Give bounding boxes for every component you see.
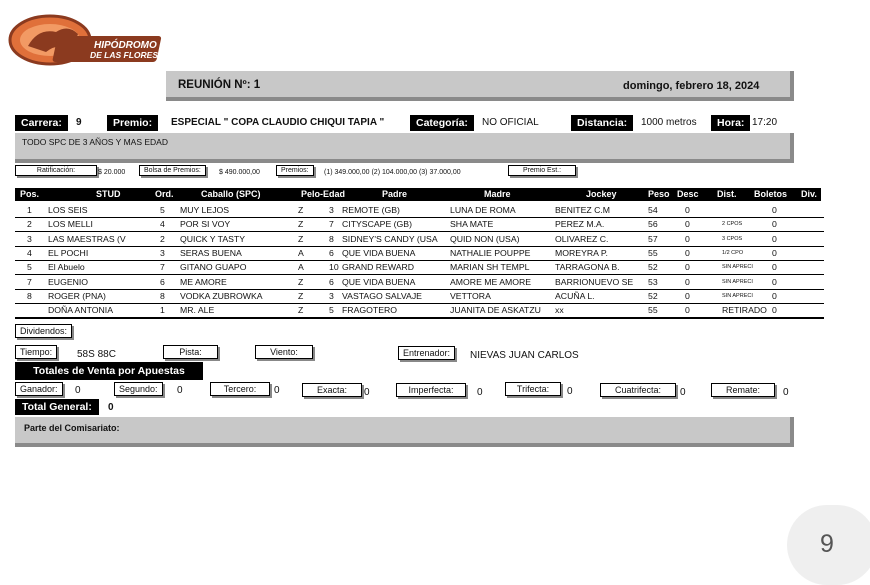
ganador-label: Ganador: <box>15 382 63 396</box>
row-stud: LOS MELLI <box>48 219 93 230</box>
segundo-label: Segundo: <box>114 382 163 396</box>
row-ord: 3 <box>160 247 165 258</box>
results-table-header <box>15 188 821 201</box>
row-madre: JUANITA DE ASKATZU <box>450 305 541 316</box>
categoria-value: NO OFICIAL <box>482 117 539 128</box>
categoria-label: Categoría: <box>410 115 474 131</box>
reunion-label: REUNIÓN Nº: 1 <box>178 79 261 91</box>
row-ord: 1 <box>160 305 165 316</box>
logo-text-line1: HIPÓDROMO <box>94 40 157 51</box>
row-pos: 2 <box>27 219 32 230</box>
viento-label: Viento: <box>255 345 313 359</box>
row-padre: REMOTE (GB) <box>342 205 400 215</box>
row-boletos: 0 <box>772 290 777 301</box>
entrenador-value: NIEVAS JUAN CARLOS <box>470 350 579 361</box>
row-divider <box>15 289 824 290</box>
row-caballo: SERAS BUENA <box>180 247 242 258</box>
row-stud: ROGER (PNA) <box>48 290 106 301</box>
row-ord: 7 <box>160 262 165 273</box>
tiempo-label: Tiempo: <box>15 345 57 359</box>
row-jockey: xx <box>555 305 564 316</box>
row-dist: RETIRADO <box>722 305 767 316</box>
row-boletos: 0 <box>772 247 777 258</box>
row-pelo: Z <box>298 290 304 301</box>
row-madre: QUID NON (USA) <box>450 233 520 244</box>
row-pelo: Z <box>298 219 304 230</box>
exacta-label: Exacta: <box>302 383 362 397</box>
premio-value: ESPECIAL " COPA CLAUDIO CHIQUI TAPIA " <box>171 117 385 128</box>
col-boletos: Boletos <box>754 189 788 199</box>
row-jockey: BARRIONUEVO SE <box>555 276 634 287</box>
hipodromo-logo <box>8 6 173 68</box>
row-desc: 0 <box>685 219 690 230</box>
row-peso: 57 <box>648 233 658 244</box>
row-edad: 3 <box>329 205 334 215</box>
col-desc: Desc <box>677 189 699 199</box>
totales-label: Totales de Venta por Apuestas <box>15 362 203 380</box>
row-stud: EUGENIO <box>48 276 89 287</box>
row-padre: GRAND REWARD <box>342 262 415 273</box>
row-desc: 0 <box>685 205 690 215</box>
col-div: Div. <box>801 189 817 199</box>
row-peso: 55 <box>648 305 658 316</box>
conditions-text: TODO SPC DE 3 AÑOS Y MAS EDAD <box>22 137 168 147</box>
row-dist: SIN APRECI <box>722 264 753 271</box>
entrenador-label: Entrenador: <box>398 346 455 360</box>
col-caballo: Caballo (SPC) <box>201 189 261 199</box>
row-padre: FRAGOTERO <box>342 305 398 316</box>
row-jockey: BENITEZ C.M <box>555 205 611 215</box>
row-stud: EL POCHI <box>48 247 89 258</box>
row-caballo: QUICK Y TASTY <box>180 233 246 244</box>
row-peso: 52 <box>648 290 658 301</box>
row-caballo: GITANO GUAPO <box>180 262 247 273</box>
remate-value: 0 <box>783 387 789 398</box>
row-padre: CITYSCAPE (GB) <box>342 219 412 230</box>
row-divider <box>15 260 824 261</box>
distancia-value: 1000 metros <box>641 117 697 128</box>
parte-comisariato-bar <box>15 417 794 447</box>
row-ord: 2 <box>160 233 165 244</box>
row-madre: AMORE ME AMORE <box>450 276 532 287</box>
row-peso: 54 <box>648 205 658 215</box>
dividendos-label: Dividendos: <box>15 324 72 338</box>
row-ord: 6 <box>160 276 165 287</box>
row-jockey: OLIVAREZ C. <box>555 233 609 244</box>
row-desc: 0 <box>685 290 690 301</box>
hora-label: Hora: <box>711 115 750 131</box>
row-pos: 4 <box>27 247 32 258</box>
row-divider <box>15 274 824 275</box>
row-peso: 52 <box>648 262 658 273</box>
col-madre: Madre <box>484 189 511 199</box>
col-stud: STUD <box>96 189 121 199</box>
segundo-value: 0 <box>177 385 183 396</box>
distancia-label: Distancia: <box>571 115 633 131</box>
row-edad: 5 <box>329 305 334 316</box>
row-ord: 8 <box>160 290 165 301</box>
row-pelo: Z <box>298 233 304 244</box>
row-stud: DOÑA ANTONIA <box>48 305 114 316</box>
row-desc: 0 <box>685 233 690 244</box>
pista-label: Pista: <box>163 345 218 359</box>
row-caballo: MUY LEJOS <box>180 205 230 215</box>
row-boletos: 0 <box>772 276 777 287</box>
row-boletos: 0 <box>772 262 777 273</box>
trifecta-label: Trifecta: <box>505 382 561 396</box>
row-ord: 5 <box>160 205 165 215</box>
tercero-value: 0 <box>274 385 280 396</box>
row-edad: 10 <box>329 262 339 273</box>
premios-label: Premios: <box>276 165 314 176</box>
row-boletos: 0 <box>772 205 777 215</box>
row-dist: 3 CPOS <box>722 235 743 242</box>
ratificacion-value: $ 20.000 <box>98 169 126 176</box>
row-caballo: ME AMORE <box>180 276 227 287</box>
row-padre: SIDNEY'S CANDY (USA <box>342 233 438 244</box>
row-pos: 1 <box>27 205 32 215</box>
premio-label: Premio: <box>107 115 158 131</box>
tiempo-value: 58S 88C <box>77 349 116 360</box>
row-divider <box>15 303 824 304</box>
row-peso: 53 <box>648 276 658 287</box>
row-stud: LOS SEIS <box>48 205 88 215</box>
row-pos: 5 <box>27 262 32 273</box>
bolsa-label: Bolsa de Premios: <box>139 165 206 176</box>
row-desc: 0 <box>685 247 690 258</box>
imperfecta-label: Imperfecta: <box>396 383 466 397</box>
premios-value: (1) 349.000,00 (2) 104.000,00 (3) 37.000,00 <box>324 169 461 176</box>
row-pelo: A <box>298 247 304 258</box>
row-jockey: MOREYRA P. <box>555 247 608 258</box>
parte-comisariato-label: Parte del Comisariato: <box>24 423 120 433</box>
row-dist: 1/2 CPO <box>722 249 744 256</box>
row-boletos: 0 <box>772 233 777 244</box>
imperfecta-value: 0 <box>477 387 483 398</box>
row-stud: El Abuelo <box>48 262 85 273</box>
col-padre: Padre <box>382 189 408 199</box>
carrera-label: Carrera: <box>15 115 68 131</box>
trifecta-value: 0 <box>567 386 573 397</box>
row-edad: 6 <box>329 247 334 258</box>
row-edad: 6 <box>329 276 334 287</box>
row-desc: 0 <box>685 305 690 316</box>
row-jockey: TARRAGONA B. <box>555 262 620 273</box>
row-edad: 8 <box>329 233 334 244</box>
row-madre: MARIAN SH TEMPL <box>450 262 530 273</box>
row-peso: 55 <box>648 247 658 258</box>
row-divider <box>15 317 824 319</box>
row-padre: QUE VIDA BUENA <box>342 247 416 258</box>
bolsa-value: $ 490.000,00 <box>219 169 260 176</box>
row-edad: 3 <box>329 290 334 301</box>
logo-text-line2: DE LAS FLORES <box>90 50 159 60</box>
row-madre: LUNA DE ROMA <box>450 205 516 215</box>
page-number: 9 <box>820 530 834 558</box>
row-pelo: Z <box>298 205 304 215</box>
tercero-label: Tercero: <box>210 382 270 396</box>
col-pos: Pos. <box>20 189 40 199</box>
premio-est-label: Premio Est.: <box>508 165 576 176</box>
row-stud: LAS MAESTRAS (V <box>48 233 126 244</box>
row-divider <box>15 231 824 232</box>
row-caballo: MR. ALE <box>180 305 215 316</box>
cuatrifecta-label: Cuatrifecta: <box>600 383 676 397</box>
row-madre: SHA MATE <box>450 219 494 230</box>
row-jockey: PEREZ M.A. <box>555 219 605 230</box>
row-pelo: Z <box>298 276 304 287</box>
row-madre: NATHALIE POUPPE <box>450 247 531 258</box>
row-boletos: 0 <box>772 305 777 316</box>
row-pelo: Z <box>298 305 304 316</box>
row-desc: 0 <box>685 262 690 273</box>
exacta-value: 0 <box>364 387 370 398</box>
total-general-value: 0 <box>108 402 114 413</box>
row-pos: 7 <box>27 276 32 287</box>
remate-label: Remate: <box>711 383 775 397</box>
reunion-date: domingo, febrero 18, 2024 <box>623 80 760 92</box>
row-divider <box>15 217 824 218</box>
row-dist: 2 CPOS <box>722 221 743 228</box>
row-pos: 8 <box>27 290 32 301</box>
row-padre: QUE VIDA BUENA <box>342 276 416 287</box>
row-pos: 3 <box>27 233 32 244</box>
row-peso: 56 <box>648 219 658 230</box>
row-desc: 0 <box>685 276 690 287</box>
row-pelo: A <box>298 262 304 273</box>
row-boletos: 0 <box>772 219 777 230</box>
col-ord: Ord. <box>155 189 174 199</box>
row-padre: VASTAGO SALVAJE <box>342 290 422 301</box>
row-caballo: POR SI VOY <box>180 219 231 230</box>
col-jockey: Jockey <box>586 189 617 199</box>
ganador-value: 0 <box>75 385 81 396</box>
col-peso: Peso <box>648 189 670 199</box>
row-divider <box>15 246 824 247</box>
row-caballo: VODKA ZUBROWKA <box>180 290 263 301</box>
row-edad: 7 <box>329 219 334 230</box>
hora-value: 17:20 <box>752 117 778 128</box>
total-general-label: Total General: <box>15 399 99 415</box>
col-dist: Dist. <box>717 189 737 199</box>
col-pelo-edad: Pelo-Edad <box>301 189 346 199</box>
row-dist: SIN APRECI <box>722 278 753 285</box>
ratificacion-label: Ratificación: <box>15 165 97 176</box>
carrera-value: 9 <box>76 117 82 128</box>
row-madre: VETTORA <box>450 290 491 301</box>
row-dist: SIN APRECI <box>722 292 753 299</box>
cuatrifecta-value: 0 <box>680 387 686 398</box>
row-jockey: ACUÑA L. <box>555 290 595 301</box>
row-ord: 4 <box>160 219 165 230</box>
